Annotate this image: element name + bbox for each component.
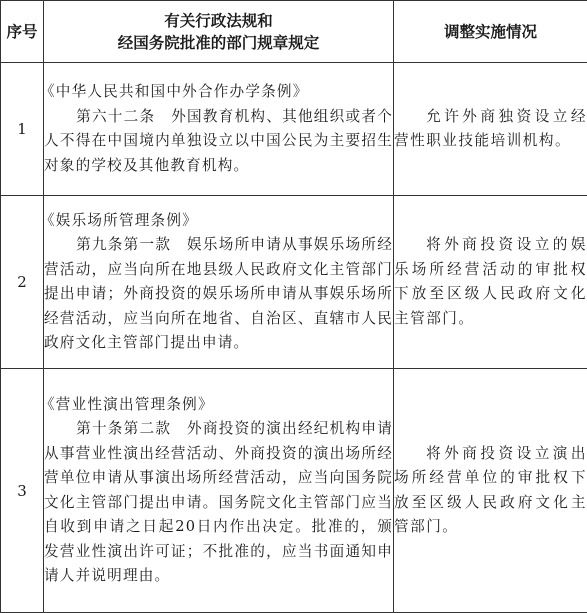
regulation-title: 《营业性演出管理条例》 (40, 393, 393, 418)
regulation-cell (44, 196, 394, 369)
table-header-row (1, 1, 587, 63)
header-regulations-line2: 经国务院批准的部门规章规定 (118, 34, 320, 52)
adjustment-cell (394, 196, 587, 369)
adjustment-text: 将外商投资设立的娱乐场所经营活动的审批权下放至区级人民政府文化主管部门。 (394, 233, 587, 331)
regulation-cell (44, 369, 394, 613)
regulation-text: 第九条第一款 娱乐场所申请从事娱乐场所经营活动，应当向所在地县级人民政府文化主管部门提出申请；外商投资的娱乐场所申请从事娱乐场所经营活动，应当向所在地省、自治区、直辖市人民政府文化主管部门提出申请。 (44, 233, 393, 356)
row-number: 3 (1, 369, 44, 613)
row-number: 2 (1, 196, 44, 369)
header-regulations (44, 1, 394, 63)
header-adjustment: 调整实施情况 (394, 1, 587, 63)
adjustment-cell (394, 63, 587, 196)
table-row (1, 196, 587, 369)
regulation-title: 《中华人民共和国中外合作办学条例》 (40, 80, 393, 105)
header-regulations-line1: 有关行政法规和 (164, 12, 273, 30)
regulation-title: 《娱乐场所管理条例》 (40, 209, 393, 234)
adjustment-cell (394, 369, 587, 613)
regulation-cell (44, 63, 394, 196)
table-row (1, 369, 587, 613)
adjustment-text: 允许外商独资设立经营性职业技能培训机构。 (394, 105, 587, 154)
header-serial-number: 序号 (1, 1, 44, 63)
adjustment-text: 将外商投资设立演出场所经营单位的审批权下放至区级人民政府文化主管部门。 (394, 442, 587, 540)
regulation-text: 第十条第二款 外商投资的演出经纪机构申请从事营业性演出经营活动、外商投资的演出场所经营单位申请从事演出场所经营活动，应当向国务院文化主管部门提出申请。国务院文化主管部门应当自收到申请之日起20日内作出决定。批准的，颁发营业性演出许可证；不批准的，应当书面通知申请人并说明理由。 (44, 417, 393, 589)
table-row (1, 63, 587, 196)
regulation-text: 第六十二条 外国教育机构、其他组织或者个人不得在中国境内单独设立以中国公民为主要招生对象的学校及其他教育机构。 (44, 105, 393, 179)
row-number: 1 (1, 63, 44, 196)
